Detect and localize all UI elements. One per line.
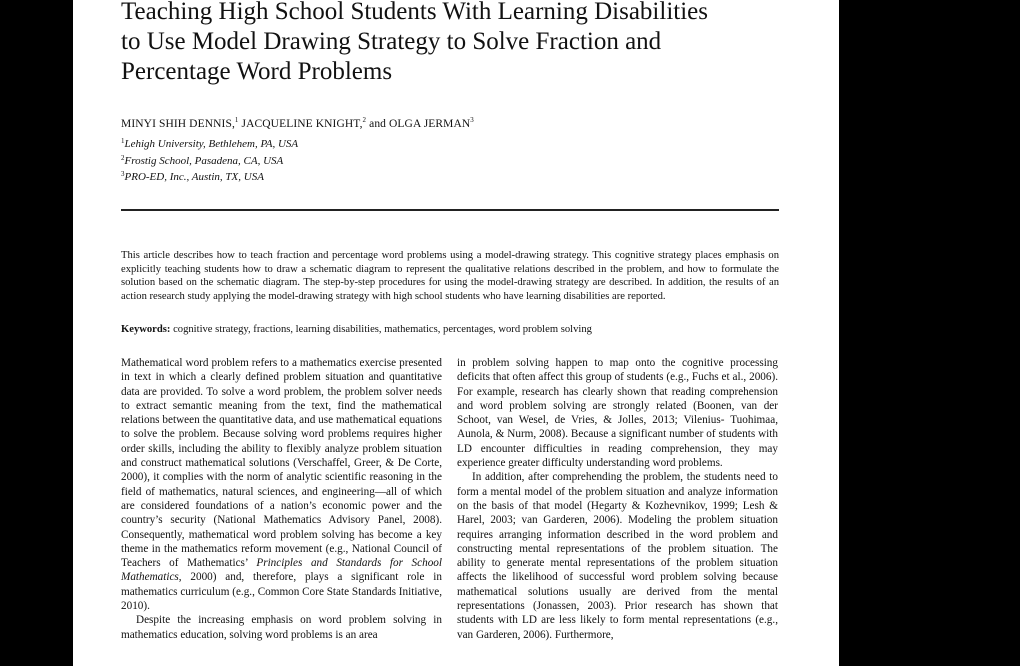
affiliation [121, 135, 298, 152]
author-name: and OLGA JERMAN [366, 118, 471, 130]
article-page [73, 0, 839, 666]
affiliation-marker: 2 [362, 116, 367, 124]
affiliation-number: 1 [121, 137, 125, 145]
affiliation-text: PRO-ED, Inc., Austin, TX, USA [124, 171, 264, 184]
body-text: , 2000) and, therefore, plays a significant role in mathematics curriculum (e.g., Common Core State Standards Initiative, 2010). [121, 571, 442, 613]
body-text: Mathematical word problem refers to a mathematics exercise presented in text in which a clearly defined problem situation and quantitative data are provided. To solve a word problem, the problem solver needs to extract semantic meaning from the text, find the mathematical relations between the quantitative data, and use mathematical equations to solve the problem. Because solving word problems requires higher order skills, including the ability to flexibly analyze problem situation and construct mathematical solutions (Verschaffel, Greer, & De Corte, 2000), it complies with the norm of analytic scientific reasoning in the field of mathematics, natural sciences, and engineering—all of which are considered foundations of a nation’s economic power and the country’s security (National Mathematics Advisory Panel, 2008). Consequently, mathematical word problem solving has become a key theme in the mathematics reform movement (e.g., National Council of Teachers of Mathematics’ [121, 357, 442, 570]
affiliation [121, 152, 298, 169]
abstract: This article describes how to teach fraction and percentage word problems using a model-drawing strategy. This cognitive strategy places emphasis on explicitly teaching students how to draw a schematic diagram to represent the qualitative relations described in the problem, and how to formulate the solution based on the schematic diagram. The step-by-step procedures for using the model-drawing strategy are described. In addition, the results of an action research study applying the model-drawing strategy with high school students who have learning disabilities are reported. [121, 250, 779, 302]
affiliation [121, 168, 298, 185]
affiliation-text: Lehigh University, Bethlehem, PA, USA [124, 138, 299, 150]
title-line: Teaching High School Students With Learning Disabilities [121, 0, 708, 25]
affiliation-marker: 1 [234, 116, 239, 124]
body-column-left [121, 356, 442, 642]
title-line: Percentage Word Problems [121, 58, 393, 85]
affiliation-text: Frostig School, Pasadena, CA, USA [124, 154, 284, 167]
keywords-label: Keywords: [121, 324, 171, 335]
keywords [121, 323, 779, 337]
affiliation-number: 3 [121, 170, 125, 179]
body-paragraph: in problem solving happen to map onto the cognitive processing deficits that often affect this group of students (e.g., Fuchs et al., 2006). For example, research has clearly shown that reading comprehension and word problem solving are strongly related (Boonen, van der Schoot, van Wesel, de Vries, & Jolles, 2013; Vilenius- Tuohimaa, Aunola, & Nurm, 2008). Because a significant number of students with LD encounter difficulties in reading comprehension, they may experience greater difficulty understanding word problems. [457, 357, 778, 470]
author-name: MINYI SHIH DENNIS, [121, 118, 235, 130]
body-paragraph: In addition, after comprehending the problem, the students need to form a mental model of the problem situation and analyze information on the basis of that model (Hegarty & Kozhevnikov, 1999; Lesh & Harel, 2003; van Garderen, 2006). Modeling the problem situation requires arranging information described in the word problem and constructing mental representations of the problem situation. The ability to generate mental representations of the problem situation affects the likelihood of successful word problem solving because mathematical solutions usually are derived from the mental representations (Jonassen, 2003). Prior research has shown that students with LD are less likely to form mental representations (e.g., van Garderen, 2006). Furthermore, [457, 471, 778, 641]
affiliation-number: 2 [121, 153, 125, 162]
body-paragraph [121, 356, 442, 613]
title-line: to Use Model Drawing Strategy to Solve Fraction and [121, 28, 662, 55]
body-paragraph: Despite the increasing emphasis on word problem solving in mathematics education, solving word problems is an area [121, 614, 442, 641]
author-name: JACQUELINE KNIGHT, [238, 118, 363, 130]
affiliation-marker: 3 [470, 116, 474, 124]
affiliation-list [121, 135, 298, 185]
header-divider [121, 209, 779, 211]
body-text-italic: Principles and Standards for School Mathematics [121, 557, 442, 584]
body-column-right [457, 356, 778, 642]
keywords-text: cognitive strategy, fractions, learning disabilities, mathematics, percentages, word problem solving [170, 324, 592, 335]
author-list [121, 116, 474, 130]
article-title [121, 0, 801, 87]
